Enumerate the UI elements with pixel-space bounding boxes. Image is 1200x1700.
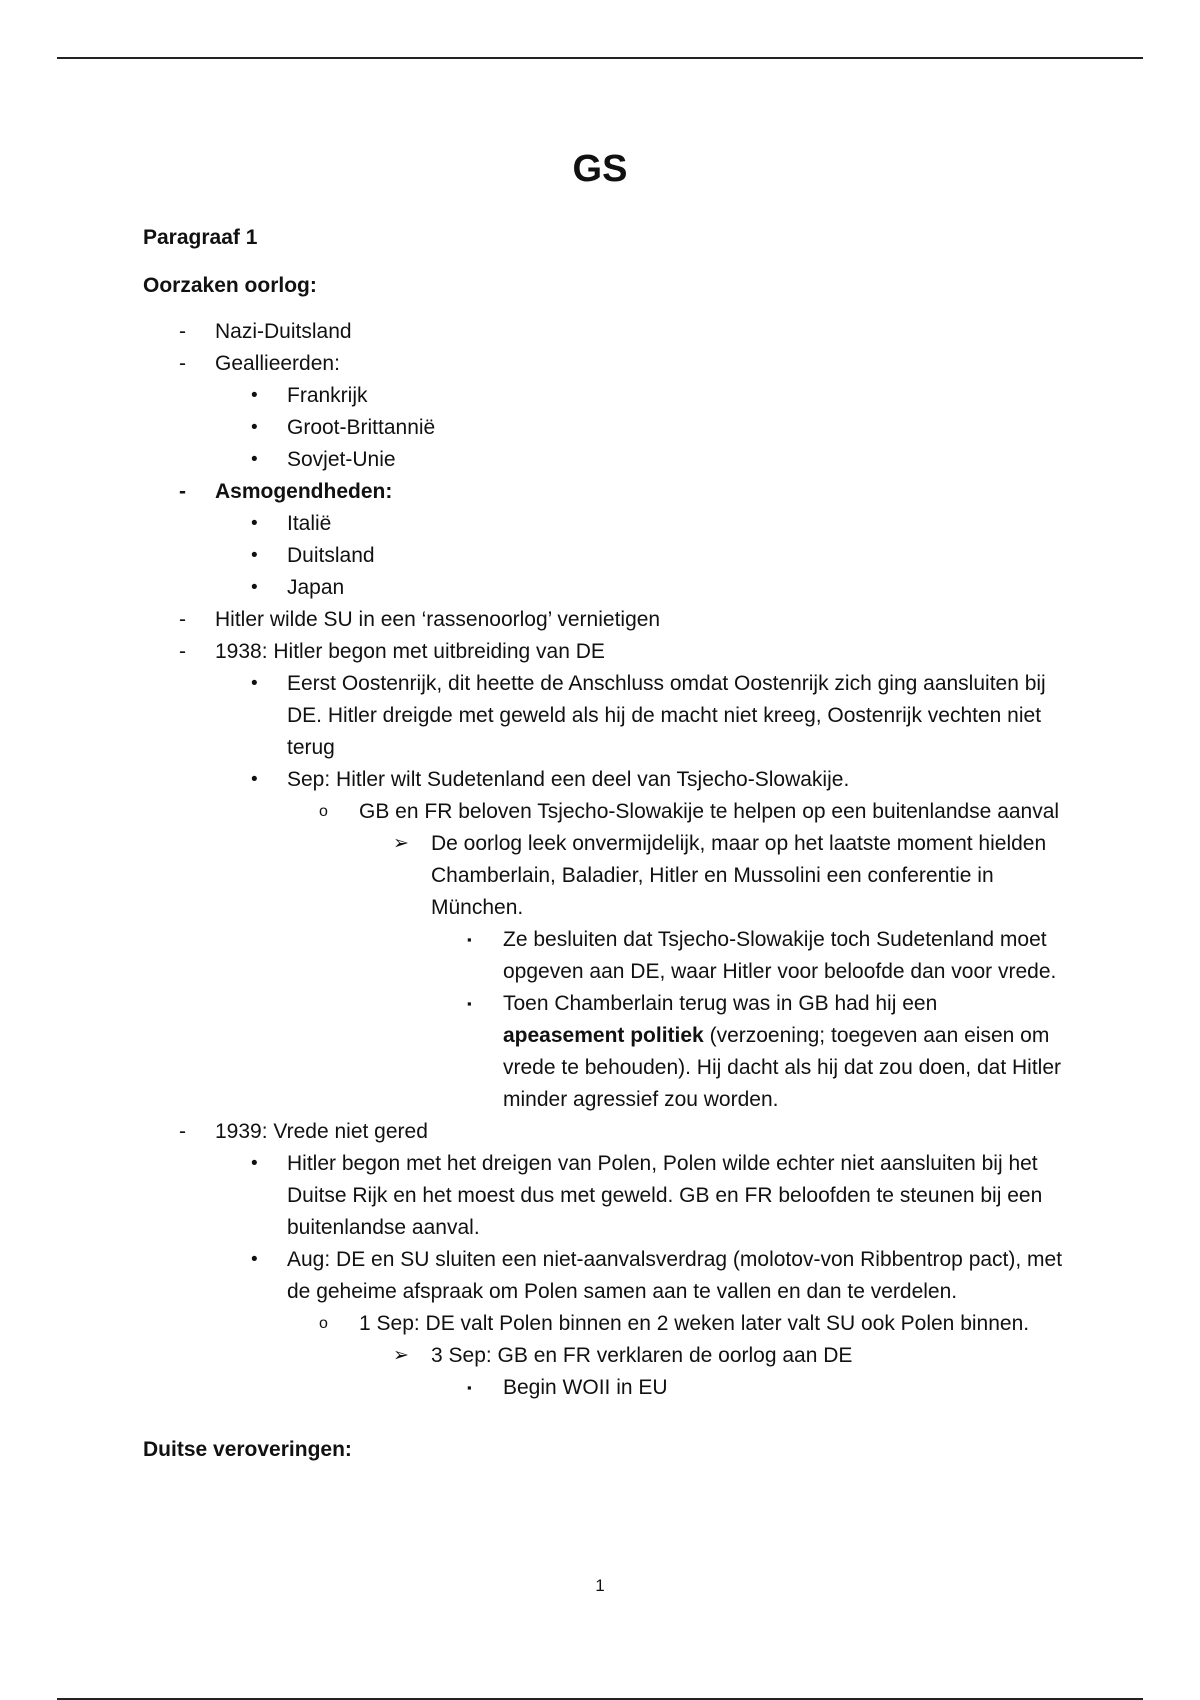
- item-text: Italië: [287, 512, 332, 535]
- list-item: [215, 444, 1063, 476]
- item-text: Asmogendheden:: [215, 480, 393, 503]
- page-title: GS: [572, 148, 628, 190]
- bullet-marker: •: [251, 513, 258, 534]
- dash-marker: -: [179, 480, 186, 503]
- bullet-marker: •: [251, 417, 258, 438]
- document-body: [143, 222, 1063, 1466]
- list-item: [143, 348, 1063, 476]
- y1938-list: [215, 668, 1063, 1116]
- dash-marker: -: [179, 640, 186, 663]
- list-item: [359, 828, 1063, 1116]
- list-item: [143, 636, 1063, 1116]
- list-item: [215, 1244, 1063, 1404]
- invasion-list: [359, 1340, 1063, 1404]
- allies-list: [215, 380, 1063, 476]
- sudeten-list: [287, 796, 1063, 1116]
- bullet-marker: •: [251, 1249, 258, 1270]
- item-text: Aug: DE en SU sluiten een niet-aanvalsverdrag (molotov-von Ribbentrop pact), met de geheime afspraak om Polen samen aan te vallen en dan te verdelen.: [287, 1248, 1063, 1303]
- declaration-list: [431, 1372, 1063, 1404]
- item-text: 1 Sep: DE valt Polen binnen en 2 weken later valt SU ook Polen binnen.: [359, 1312, 1030, 1335]
- item-text: De oorlog leek onvermijdelijk, maar op het laatste moment hielden Chamberlain, Baladier, Hitler en Mussolini een conferentie in München.: [431, 832, 1047, 919]
- item-text: Japan: [287, 576, 345, 599]
- square-marker: ▪: [467, 932, 472, 947]
- promise-list: [359, 828, 1063, 1116]
- list-item: [359, 1340, 1063, 1404]
- arrow-marker: ➢: [393, 1345, 409, 1366]
- item-text: Hitler wilde SU in een ‘rassenoorlog’ vernietigen: [215, 608, 661, 631]
- causes-list: [143, 316, 1063, 1404]
- list-item: [431, 1372, 1063, 1404]
- bullet-marker: •: [251, 449, 258, 470]
- munich-list: [431, 924, 1063, 1116]
- dash-marker: -: [179, 608, 186, 631]
- list-item: [215, 540, 1063, 572]
- bullet-marker: •: [251, 545, 258, 566]
- list-item: [143, 1116, 1063, 1404]
- list-item: [215, 508, 1063, 540]
- circle-marker: o: [319, 803, 328, 820]
- y1939-list: [215, 1148, 1063, 1404]
- item-text: 3 Sep: GB en FR verklaren de oorlog aan DE: [431, 1344, 853, 1367]
- bullet-marker: •: [251, 673, 258, 694]
- item-text-before: Toen Chamberlain terug was in GB had hij een: [503, 992, 938, 1015]
- square-marker: ▪: [467, 1380, 472, 1395]
- square-marker: ▪: [467, 996, 472, 1011]
- list-item: [287, 1308, 1063, 1404]
- list-item: [143, 316, 1063, 348]
- arrow-marker: ➢: [393, 833, 409, 854]
- item-text: Frankrijk: [287, 384, 368, 407]
- item-text: Sep: Hitler wilt Sudetenland een deel van Tsjecho-Slowakije.: [287, 768, 850, 791]
- item-text: Nazi-Duitsland: [215, 320, 352, 343]
- bullet-marker: •: [251, 577, 258, 598]
- item-text: Duitsland: [287, 544, 375, 567]
- item-text: Hitler begon met het dreigen van Polen, Polen wilde echter niet aansluiten bij het Duitse Rijk en het moest dus met geweld. GB en FR beloofden te steunen bij een buitenlandse aanval.: [287, 1152, 1043, 1239]
- page-number: 1: [595, 1576, 605, 1595]
- axis-list: [215, 508, 1063, 604]
- list-item: [143, 476, 1063, 604]
- list-item: [215, 572, 1063, 604]
- list-item: [215, 380, 1063, 412]
- list-item: [215, 764, 1063, 1116]
- list-item: [215, 412, 1063, 444]
- item-text-after: (verzoening; toegeven aan eisen om vrede te behouden). Hij dacht als hij dat zou doen, dat Hitler minder agressief zou worden.: [503, 1024, 1062, 1111]
- bullet-marker: •: [251, 1153, 258, 1174]
- appeasement-term: apeasement politiek: [503, 1024, 704, 1047]
- circle-marker: o: [319, 1315, 328, 1332]
- dash-marker: -: [179, 320, 186, 343]
- item-text: Ze besluiten dat Tsjecho-Slowakije toch Sudetenland moet opgeven aan DE, waar Hitler voor beloofde dan voor vrede.: [503, 928, 1057, 983]
- dash-marker: -: [179, 352, 186, 375]
- item-text: Groot-Brittannië: [287, 416, 436, 439]
- list-item: [431, 988, 1063, 1116]
- list-item: [215, 1148, 1063, 1244]
- list-item: [287, 796, 1063, 1116]
- pact-list: [287, 1308, 1063, 1404]
- list-item: [215, 668, 1063, 764]
- list-item: [431, 924, 1063, 988]
- item-text: Sovjet-Unie: [287, 448, 396, 471]
- list-item: [143, 604, 1063, 636]
- item-text: Eerst Oostenrijk, dit heette de Anschluss omdat Oostenrijk zich ging aansluiten bij DE. Hitler dreigde met geweld als hij de macht niet kreeg, Oostenrijk vechten niet terug: [287, 672, 1046, 759]
- item-text: Begin WOII in EU: [503, 1376, 668, 1399]
- item-text: 1938: Hitler begon met uitbreiding van DE: [215, 640, 605, 663]
- top-rule: [57, 57, 1143, 59]
- bullet-marker: •: [251, 385, 258, 406]
- item-text: GB en FR beloven Tsjecho-Slowakije te helpen op een buitenlandse aanval: [359, 800, 1060, 823]
- bullet-marker: •: [251, 769, 258, 790]
- causes-heading: Oorzaken oorlog:: [143, 274, 317, 297]
- item-text: 1939: Vrede niet gered: [215, 1120, 428, 1143]
- dash-marker: -: [179, 1120, 186, 1143]
- paragraph-heading: Paragraaf 1: [143, 226, 258, 249]
- next-section-heading: Duitse veroveringen:: [143, 1438, 352, 1461]
- item-text: Geallieerden:: [215, 352, 340, 375]
